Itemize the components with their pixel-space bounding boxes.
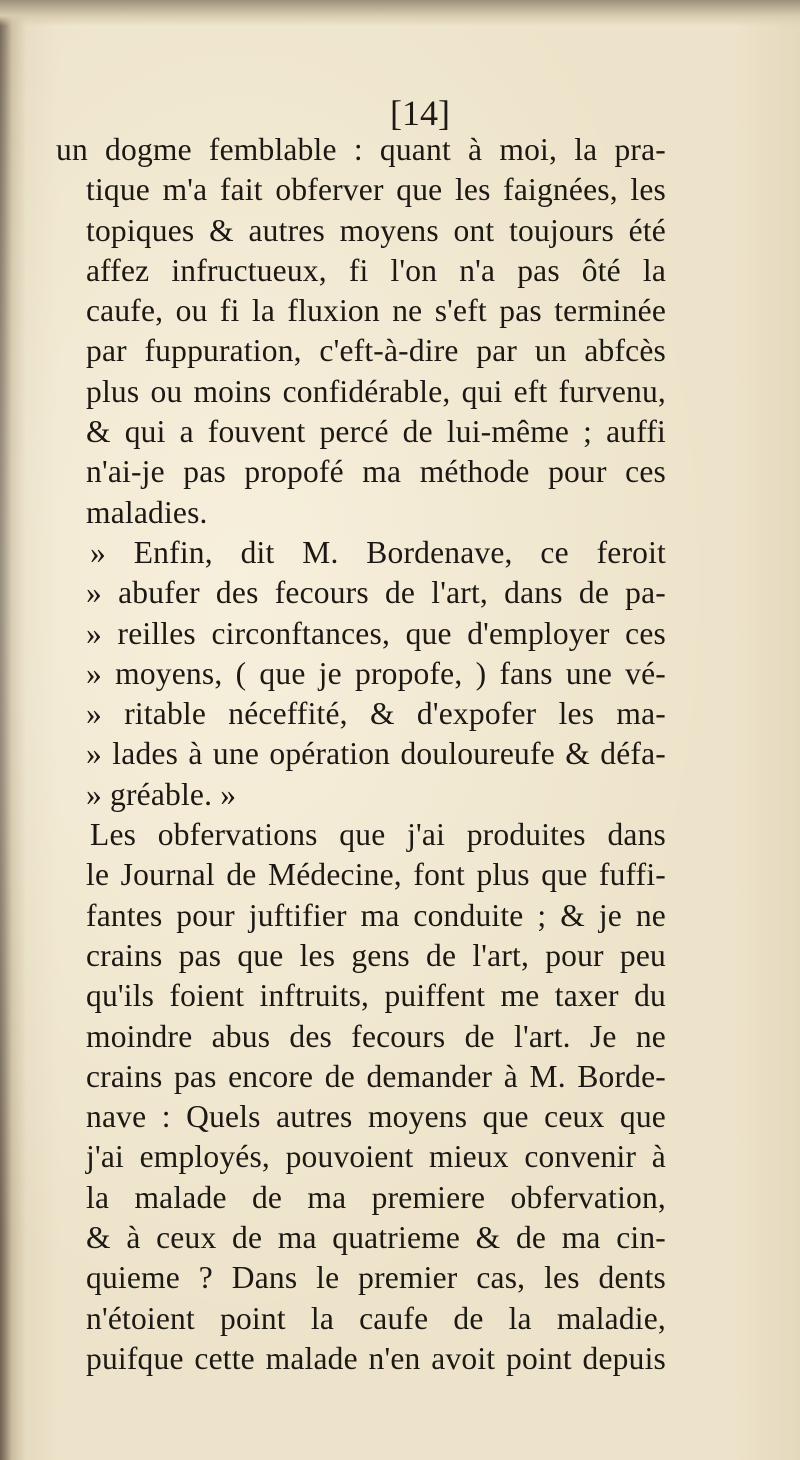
text-line: j'ai employés, pouvoient mieux convenir à (86, 1139, 666, 1175)
text-line: un dogme femblable : quant à moi, la pra- (56, 132, 666, 167)
text-line: & qui a fouvent percé de lui-même ; auffi (86, 414, 666, 450)
quote-line: » Enfin, dit M. Bordenave, ce feroit (90, 534, 666, 570)
text-line: affez infructueux, fi l'on n'a pas ôté la (86, 252, 666, 288)
quote-line: » ritable néceffité, & d'expofer les ma- (86, 696, 666, 732)
text-line: tique m'a fait obferver que les faignées, les (86, 172, 666, 208)
text-line: le Journal de Médecine, font plus que fuffi- (86, 857, 666, 893)
text-line: quieme ? Dans le premier cas, les dents (86, 1260, 666, 1296)
text-line: fantes pour juftifier ma conduite ; & je ne (86, 897, 666, 933)
text-line: plus ou moins confidérable, qui eft furvenu, (86, 373, 666, 409)
text-line: moindre abus des fecours de l'art. Je ne (86, 1018, 666, 1054)
quote-line: » gréable. » (86, 776, 237, 812)
text-line: n'ai-je pas propofé ma méthode pour ces (86, 454, 666, 490)
text-line: Les obfervations que j'ai produites dans (90, 817, 666, 853)
page-number: [14] (390, 93, 450, 133)
text-line: qu'ils foient inftruits, puiffent me taxer du (86, 978, 666, 1014)
text-line: crains pas encore de demander à M. Borde- (86, 1058, 666, 1094)
quote-line: » reilles circonftances, que d'employer ces (86, 615, 666, 651)
text-line: maladies. (86, 494, 208, 530)
text-line: n'étoient point la caufe de la maladie, (86, 1300, 666, 1336)
text-line: caufe, ou fi la fluxion ne s'eft pas terminée (86, 293, 666, 329)
text-line: & à ceux de ma quatrieme & de ma cin- (86, 1220, 666, 1256)
quote-line: » moyens, ( que je propofe, ) fans une vé- (86, 655, 666, 691)
text-line: topiques & autres moyens ont toujours été (86, 212, 666, 248)
text-line: nave : Quels autres moyens que ceux que (86, 1099, 666, 1135)
body-text (56, 130, 666, 1379)
quote-line: » lades à une opération douloureufe & défa- (86, 736, 666, 772)
text-line: crains pas que les gens de l'art, pour peu (86, 937, 666, 973)
page-top-shadow (0, 0, 800, 26)
text-line: la malade de ma premiere obfervation, (86, 1179, 666, 1215)
quote-line: » abufer des fecours de l'art, dans de pa- (86, 575, 666, 611)
text-line: puifque cette malade n'en avoit point depuis (86, 1340, 666, 1376)
text-line: par fuppuration, c'eft-à-dire par un abfcès (86, 333, 666, 369)
